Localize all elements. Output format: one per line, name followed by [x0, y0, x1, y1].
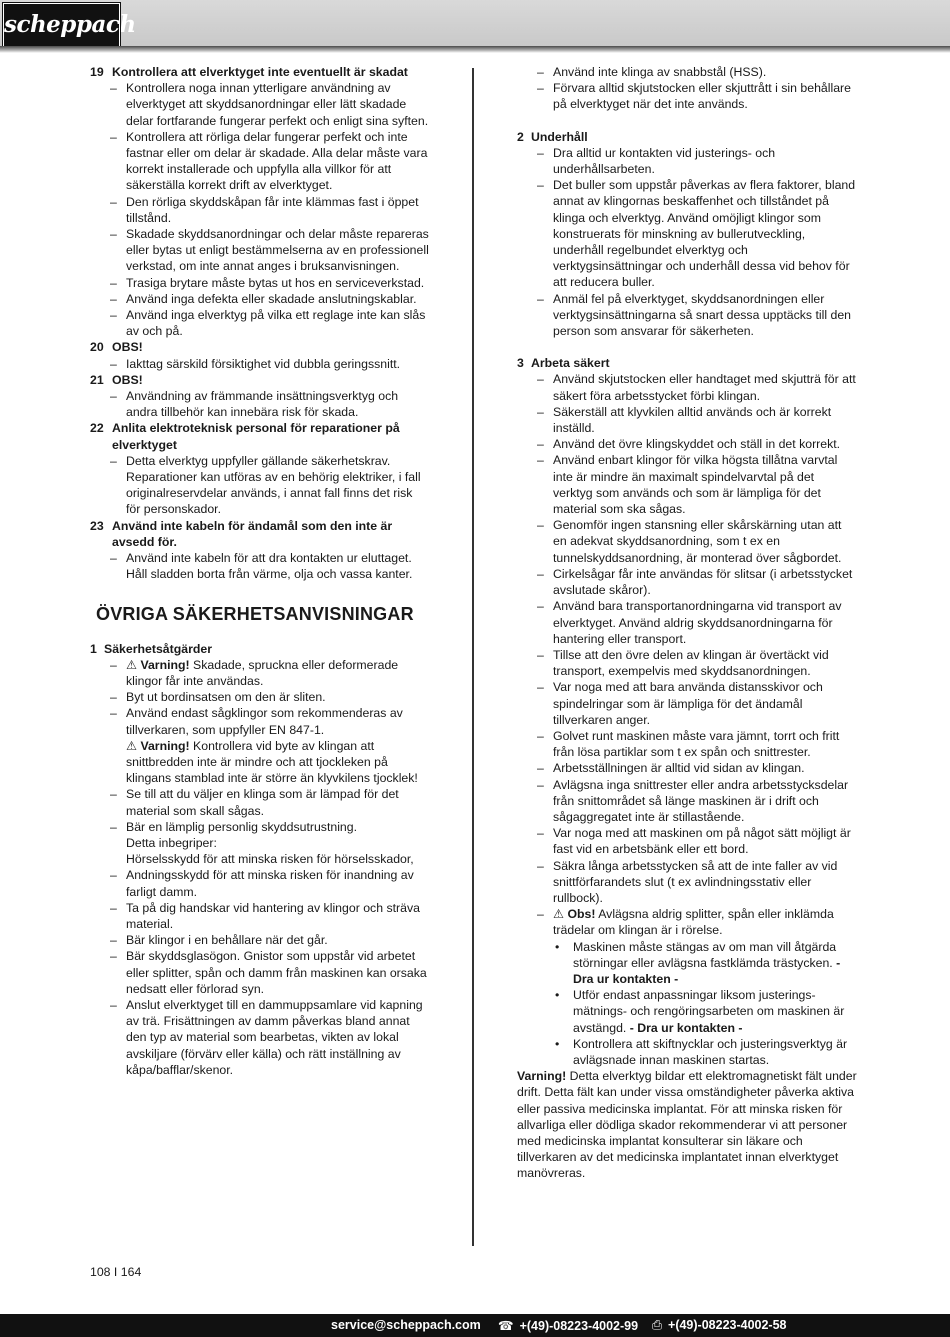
list-subtext: Detta inbegriper: [126, 835, 217, 850]
bullet-item: • Utför endast anpassningar liksom justerings-mätnings- och rengöringsarbeten om maskinen är avstängd. - Dra ur kontakten - [555, 988, 845, 1035]
header-shadow [0, 46, 950, 53]
fax-item: ⎙ +(49)-08223-4002-58 [652, 1318, 787, 1332]
list-item: – Använd inte klinga av snabbstål (HSS). [537, 65, 767, 79]
list-item: – Var noga med att bara använda distansskivor och spindelringar som är lämpliga för det ändamål tillverkaren anger. [537, 680, 823, 727]
list-item: – Kontrollera att rörliga delar fungerar perfekt och inte fastnar eller om delar är skadade. Alla delar måste vara korrekt installerade och uppfylla alla villkor för att säkerställa korrekt drift av elverktyget. [110, 129, 428, 193]
list-item: – Använd bara transportanordningarna vid transport av elverktyget. Använd aldrig skyddsanordningarna för hantering eller transport. [537, 599, 842, 646]
obs-label: ⚠ Obs! [553, 907, 596, 922]
list-item: – Byt ut bordinsatsen om den är sliten. [110, 690, 326, 705]
list-subtext: Hörselsskydd för att minska risken för hörselsskador, [126, 852, 414, 867]
list-item: – Använd det övre klingskyddet och ställ in det korrekt. [537, 437, 841, 452]
list-item: – Iakttag särskild försiktighet vid dubbla geringssnitt. [110, 356, 401, 371]
section-23-title: 23 Använd inte kabeln för ändamål som den inte är avsedd för. [90, 518, 393, 549]
list-item: – Använd skjutstocken eller handtaget med skjutträ för att säkert föra arbetsstycket förbi klingan. [537, 372, 856, 403]
list-item: – Använd inga defekta eller skadade anslutningskablar. [110, 291, 417, 306]
section-21-list [90, 388, 430, 420]
section-20-list [90, 356, 430, 372]
page-footer [0, 1314, 950, 1337]
list-item: – Tillse att den övre delen av klingan är övertäckt vid transport, exempelvis med skyddsanordningen. [537, 647, 829, 679]
list-item: – Använd endast sågklingor som rekommenderas av tillverkaren, som uppfyller EN 847-1. [110, 706, 403, 737]
list-item: – Skadade skyddsanordningar och delar måste repareras eller bytas ut enligt bestämmelserna av en professionell verkstad, om inte annat anges i bruksanvisningen. [110, 227, 429, 274]
list-item: – Använd inte kabeln för att dra kontakten ur eluttaget. Håll sladden borta från värme, olja och vassa kanter. [110, 551, 413, 582]
bullet-item: • Maskinen måste stängas av om man vill åtgärda störningar eller avlägsna fastklämda trästycken. - Dra ur kontakten - [555, 939, 841, 986]
page-header [0, 0, 950, 46]
list-item: – Andningsskydd för att minska risken för inandning av farligt damm. [110, 868, 414, 899]
page-number: 108 I 164 [90, 1265, 142, 1279]
list-item: – Se till att du väljer en klinga som är lämpad för det material som skall sågas. [110, 787, 399, 818]
section-19-title: 19 Kontrollera att elverktyget inte eventuellt är skadat [90, 65, 408, 79]
section-2-list [517, 145, 857, 339]
list-item: – Dra alltid ur kontakten vid justerings- och underhållsarbeten. [537, 145, 776, 177]
section-2-title: 2 Underhåll [517, 129, 588, 144]
list-item: – Anslut elverktyget till en dammuppsamlare vid kapning av trä. Frisättningen av damm påverkas bland annat den typ av material som bearbetas, vikten av lokal avskiljare (förvärv eller källa) och rätt inställning av kåpa/bafflar/skenor. [110, 997, 423, 1077]
list-item: – ⚠ Obs! Avlägsna aldrig splitter, spån eller inklämda trädelar om klingan är i rörelse. [537, 907, 834, 938]
left-column [90, 64, 430, 1078]
section-1-title: 1 Säkerhetsåtgärder [90, 641, 212, 656]
list-item: – ⚠ Varning! Skadade, spruckna eller deformerade klingor får inte användas. [110, 657, 399, 688]
list-item: – Anmäl fel på elverktyget, skyddsanordningen eller verktygsinsättningarna så snart dessa upptäcks till den person som ansvarar för säkerheten. [537, 291, 852, 339]
list-item: – Användning av främmande insättningsverktyg och andra tillbehör kan innebära risk för skada. [110, 389, 399, 420]
section-19-list [90, 80, 430, 339]
phone-item: ☎ +(49)-08223-4002-99 [498, 1319, 639, 1333]
list-item: – Förvara alltid skjutstocken eller skjuttrått i sin behållare på elverktyget när det inte används. [537, 81, 851, 112]
list-item: – Säkerställ att klyvkilen alltid används och är korrekt inställd. [537, 404, 832, 436]
list-item: – Ta på dig handskar vid hantering av klingor och sträva material. [110, 900, 420, 931]
right-column [517, 64, 857, 1182]
section-21-title: 21 OBS! [90, 372, 143, 387]
top-list [517, 64, 857, 113]
list-item: – Använd enbart klingor för vilka högsta tillåtna varvtal inte är mindre än maximalt spindelvarvtal på det verktyg som används och som är lämpliga för det material som ska sågas. [537, 453, 838, 517]
scheppach-logo: scheppach [3, 3, 120, 47]
list-item: – Det buller som uppstår påverkas av flera faktorer, bland annat av klingornas beskaffenhet och tillståndet på klinga och elverktyg. Använd omöjligt klingor som konstruerats för minskning av bullerutveckling, underhåll regelbundet elverktyg och verktygsinsättningar och underhåll dessa vid behov för att reducera buller. [537, 178, 856, 290]
section-22-title: 22 Anlita elektroteknisk personal för reparationer på elverktyget [90, 421, 400, 452]
final-warning: Varning! Detta elverktyg bildar ett elektromagnetiskt fält under drift. Detta fält kan under vissa omständigheter påverka aktiva eller passiva medicinska implantat. För att minska risken för allvarliga eller dödliga skador rekommenderar vi att personer med medicinska implantat konsulterar sin läkare och tillverkaren av det medicinska implantatet innan elverktyget manövreras. [517, 1069, 857, 1181]
section-20-title: 20 OBS! [90, 340, 143, 355]
bullet-item: • Kontrollera att skiftnycklar och justeringsverktyg är avlägsnade innan maskinen startas. [555, 1036, 848, 1067]
list-item: – Cirkelsågar får inte användas för slitsar (i arbetsstycket avslutade skåror). [537, 566, 853, 598]
section-heading: ÖVRIGA SÄKERHETSANVISNINGAR [96, 603, 414, 624]
list-item: – Kontrollera noga innan ytterligare användning av elverktyget att skyddsanordningar eller lätt skadade delar fortfarande fungerar perfekt och enligt sina syften. [110, 81, 429, 128]
section-3-title: 3 Arbeta säkert [517, 356, 610, 371]
list-item: – Säkra långa arbetsstycken så att de inte faller av vid snittförfarandets slut (t ex avlindningsstativ eller rullbock). [537, 858, 838, 905]
phone-icon: ☎ [498, 1319, 514, 1333]
list-item: – Bär klingor i en behållare när det går. [110, 933, 328, 948]
list-item: – Använd inga elverktyg på vilka ett reglage inte kan slås av och på. [110, 308, 426, 339]
service-email[interactable]: service@scheppach.com [331, 1318, 481, 1332]
list-item: – Bär skyddsglasögon. Gnistor som uppstår vid arbetet eller splitter, spån och damm från maskinen kan orsaka nedsatt eller förlorad syn. [110, 949, 427, 996]
list-item: – Den rörliga skyddskåpan får inte klämmas fast i öppet tillstånd. [110, 194, 419, 225]
list-item: – Trasiga brytare måste bytas ut hos en serviceverkstad. [110, 275, 425, 290]
section-3-list [517, 371, 857, 906]
list-item: – Detta elverktyg uppfyller gällande säkerhetskrav. Reparationer kan utföras av en behörig elektriker, i fall originalreservdelar används, i annat fall finns det risk för personskador. [110, 453, 421, 517]
section-22-list [90, 453, 430, 518]
list-item: – Var noga med att maskinen om på något sätt möjligt är fast vid en arbetsbänk eller ett bord. [537, 826, 851, 857]
bullet-list [517, 939, 857, 1069]
column-divider [472, 68, 474, 1246]
list-item: – Golvet runt maskinen måste vara jämnt, torrt och fritt från lösa partiklar som t ex spån och snittrester. [537, 728, 840, 760]
fax-icon: ⎙ [652, 1318, 663, 1332]
list-item: – Arbetsställningen är alltid vid sidan av klingan. [537, 761, 805, 776]
list-item: – Avlägsna inga snittrester eller andra arbetsstycksdelar från snittområdet så länge maskinen är i drift och sågaggregatet inte är stillastående. [537, 777, 849, 824]
section-23-list [90, 550, 430, 582]
list-item: – Genomför ingen stansning eller skårskärning utan att en adekvat skyddsanordning, som t ex en tunnelskyddsanordning, är monterad över sågbordet. [537, 518, 842, 565]
warning-label: ⚠ Varning! [126, 657, 190, 672]
warning-label: ⚠ Varning! [126, 738, 190, 753]
list-item: ⚠ Varning! Kontrollera vid byte av klingan att snittbredden inte är mindre och att tjockleken på klingans stamblad inte är större än klyvkilens tjocklek! [126, 738, 418, 786]
list-item: – Bär en lämplig personlig skyddsutrustning. [110, 819, 358, 834]
